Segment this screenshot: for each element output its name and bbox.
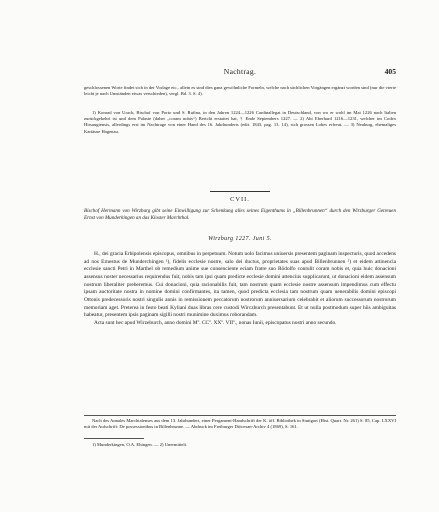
- footnotes: [84, 442, 396, 448]
- source-note-text: Nach des Annales Marchtalenses aus dem 13. Jahrhundert, einer Pergament-Handschrift der K. öff. Bibliothek in Stuttgart (Hist. Quart. Nr. 261) S. 85, Cap. LXXVI mit der Aufschrift: De possessionibus in Billenbrunne. — Abdruck im Freiburger Diöcesan-Archiv 4 (1869), S. 161.: [84, 418, 396, 430]
- running-header: [84, 67, 396, 79]
- document-body: [84, 251, 396, 328]
- top-footnotes: [84, 110, 396, 135]
- continuation-text: [84, 85, 396, 97]
- footnote: 1) Munderkingen, O.A. Ehingen. — 2) Unermittelt.: [92, 442, 188, 447]
- document-dateline: Wirzburg 1227. Juni 5.: [208, 236, 272, 242]
- body-paragraph: Acta sunt hec apud Wirzeburch, anno domini Mº. CCº. XXº. VIIº., nonas Iunii, episcopatus nostri anno secundo.: [94, 319, 337, 326]
- running-title: Nachtrag.: [223, 67, 257, 76]
- page-number: 405: [384, 67, 396, 76]
- source-note: [84, 418, 396, 430]
- document-headnote: Bischof Hermann von Wirzburg gibt seine Einwilligung zur Schenkung alles seines Eigenthums in „Billenbrunnen“ durch den Wirzburger Getreuen Ernst von Munderkingen an das Kloster Marchthal.: [84, 208, 396, 221]
- document-number: CVII.: [230, 196, 250, 203]
- top-footnote: 1) Konrad von Urach, Bischof von Porto und S. Rufina, in den Jahren 1224—1226 Cardinallegat in Deutschland, von wo er wohl im Mai 1226 nach Italien zurückgekehrt ist und dem Palaste (daher „coram nobis“) Bericht erstattet hat, † Ende Septembers 1227. — 2) Abt Eberhard 1216—1231, welcher im Codex Hirsaugiensis, allerdings erst im Nachtrage von einer Hand des 16. Jahrhunderts (edit. 1843, pag. 13. 14), sich grossen Lobes erfreut. — 3) Neuburg, ehemaliges Kartäuse Hagenau.: [84, 110, 396, 134]
- body-paragraph: H., dei gracia Erbipolensis episcopus, omnibus in perpetuum. Notum uolo facimus uniuersis presentem paginam inspecturis, quod accedens ad nos Ernestus de Munderchingen ¹), fidelis ecclesie nostre, salo dei ductus, proprietates suas apud Billenbrunnen ²) et eidem attinencia ecclesie sancti Petri in Marthel ob remedium anime sue consenciente eciam fratre suo Rödolfo contulit coram nobis et, quia huic donacioni assensus noster necessarius requirendus fuit, nobis tam ipsi quam predicte ecclesie domini attencius supplicarunt, ut donacioni eidem assensum nostrum liberaliter preberemus. Cui donacioni, quia racionabilis fuit, tam nostrum quam ecclesie nostre assensum impendimus cum effectu ipsam auctoritate nostra in nomine domini confirmantes, ita tamen, quod predicta ecclesia tam nostrum quam uenerabilis domini episcopi Ottonis predecessoris nostri singulis annis in remissionem peccatorum nostrorum anniuersarium celebrabit et aliorum successorum nostrorum memoriam aget. Preterea in festo beati Kyliani duas libras cere custodi Wirczburch presentabunt. Et ut nulla postmodum super hiis ambiguitas habeatur, presentem ipsis paginam sigilli nostri munimine duximus roborandam.: [84, 251, 396, 319]
- section-rule: [210, 191, 270, 192]
- continuation-paragraph: geschlossenen Worte findet sich in der Vorlage etc., allein es sind dies ganz gewöhnliche Formeln, welche nach sächlichen Vorgängen ergänzt worden sind (nur die vierte leicht je nach Umständen etwas verschieden), vergl. Bd. 3. S. 4).: [84, 85, 396, 97]
- source-divider: [84, 415, 396, 416]
- footnote-divider: [84, 438, 144, 439]
